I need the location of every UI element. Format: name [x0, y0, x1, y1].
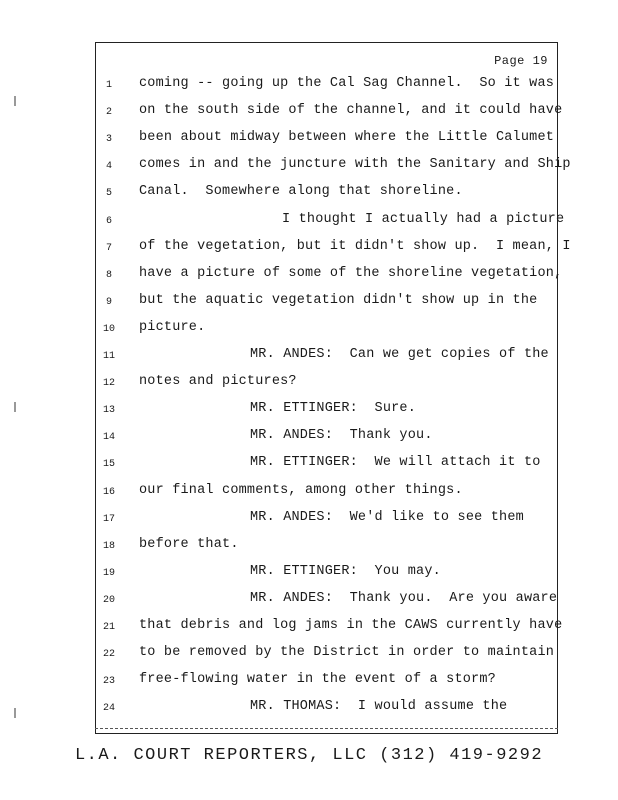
- line-text: MR. ANDES: Thank you. Are you aware: [250, 590, 558, 606]
- transcript-line: [0, 618, 618, 638]
- line-number: 2: [105, 107, 112, 119]
- transcript-line: [0, 455, 618, 475]
- line-number: 1: [105, 80, 112, 91]
- line-number: 3: [105, 134, 112, 146]
- line-number: 6: [105, 215, 112, 227]
- transcript-line: [0, 130, 618, 150]
- line-text: MR. ANDES: Can we get copies of the: [250, 347, 549, 362]
- line-number: 23: [102, 676, 115, 688]
- line-number: 13: [102, 405, 115, 417]
- line-text: picture.: [139, 319, 206, 335]
- line-number: 24: [102, 703, 115, 715]
- line-text: to be removed by the District in order to maintain: [139, 645, 555, 661]
- line-number: 12: [102, 378, 115, 390]
- transcript-line: [0, 239, 618, 259]
- line-text: MR. ETTINGER: You may.: [250, 563, 441, 579]
- page-number: Page 19: [494, 54, 548, 68]
- line-text: comes in and the juncture with the Sanitary and Ship: [139, 157, 571, 173]
- line-text: MR. ETTINGER: Sure.: [250, 401, 417, 417]
- line-number: 15: [102, 459, 115, 471]
- line-text: of the vegetation, but it didn't show up. I mean, I: [139, 238, 571, 254]
- line-text: notes and pictures?: [139, 374, 297, 390]
- line-number: 11: [102, 351, 115, 362]
- line-text: MR. ANDES: We'd like to see them: [250, 509, 524, 525]
- transcript-line: [0, 699, 618, 719]
- transcript-line: [0, 347, 618, 367]
- line-number: 17: [102, 513, 115, 525]
- transcript-line: [0, 672, 618, 692]
- transcript-line: [0, 510, 618, 530]
- transcript-line: [0, 374, 618, 394]
- line-text: been about midway between where the Little Calumet: [139, 130, 555, 146]
- transcript-line: [0, 103, 618, 123]
- transcript-line: [0, 320, 618, 340]
- line-number: 9: [105, 296, 112, 308]
- line-number: 5: [105, 188, 112, 200]
- transcript-line: [0, 483, 618, 503]
- transcript-line: [0, 184, 618, 204]
- line-text: have a picture of some of the shoreline vegetation,: [139, 265, 563, 281]
- line-text: MR. THOMAS: I would assume the: [250, 699, 508, 715]
- line-text: MR. ANDES: Thank you.: [250, 428, 433, 444]
- reporter-footer: L.A. COURT REPORTERS, LLC (312) 419-9292: [74, 746, 544, 765]
- line-text: but the aquatic vegetation didn't show up in the: [139, 292, 538, 308]
- line-text: our final comments, among other things.: [139, 482, 463, 498]
- line-number: 16: [102, 486, 115, 498]
- line-number: 10: [102, 323, 115, 335]
- transcript-line: [0, 266, 618, 286]
- transcript-line: [0, 428, 618, 448]
- transcript-line: [0, 401, 618, 421]
- transcript-line: [0, 293, 618, 313]
- line-number: 20: [102, 594, 115, 606]
- line-number: 18: [102, 540, 115, 552]
- line-text: I thought I actually had a picture: [282, 211, 565, 227]
- line-text: MR. ETTINGER: We will attach it to: [250, 455, 541, 471]
- transcript-line: [0, 645, 618, 665]
- transcript-line: [0, 212, 618, 232]
- line-number: 19: [102, 567, 115, 579]
- line-text: free-flowing water in the event of a storm?: [139, 672, 496, 688]
- line-text: before that.: [139, 536, 239, 552]
- line-number: 4: [105, 161, 112, 173]
- transcript-line: [0, 157, 618, 177]
- line-number: 8: [105, 269, 112, 281]
- bottom-rule: [95, 728, 558, 729]
- transcript-line: [0, 76, 618, 96]
- transcript-line: [0, 537, 618, 557]
- transcript-line: [0, 564, 618, 584]
- line-text: that debris and log jams in the CAWS currently have: [139, 618, 563, 633]
- transcript-line: [0, 591, 618, 611]
- line-number: 14: [102, 432, 115, 444]
- line-number: 7: [105, 242, 112, 254]
- line-number: 22: [102, 649, 115, 661]
- line-text: on the south side of the channel, and it could have: [139, 103, 563, 119]
- line-text: coming -- going up the Cal Sag Channel. So it was: [139, 76, 555, 91]
- line-text: Canal. Somewhere along that shoreline.: [139, 184, 463, 200]
- line-number: 21: [102, 622, 115, 633]
